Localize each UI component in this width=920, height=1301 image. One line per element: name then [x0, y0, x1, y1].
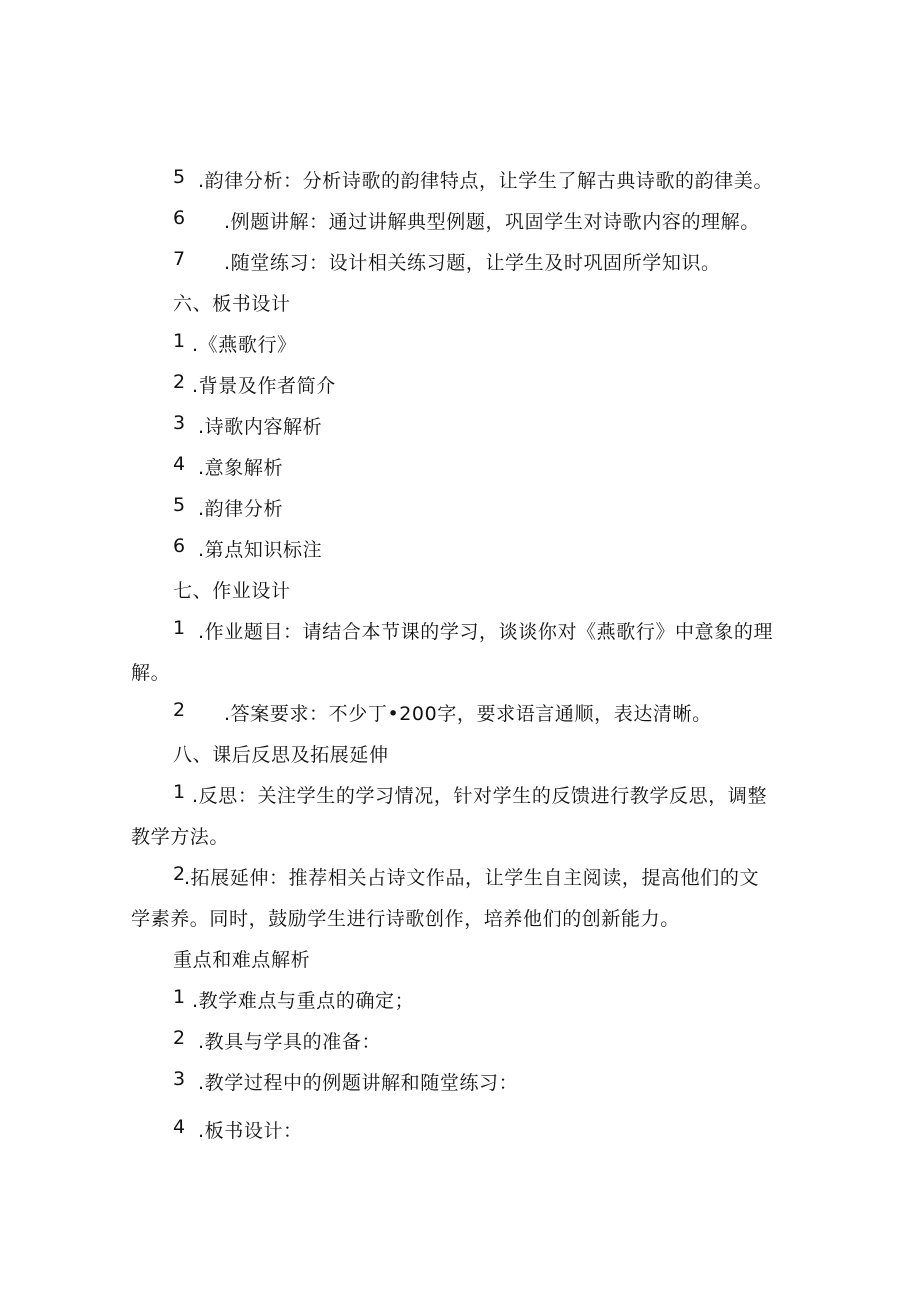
item-text: .教学过程中的例题讲解和随堂练习：: [198, 1072, 519, 1094]
step-text: .韵律分析：分析诗歌的韵律特点，让学生了解古典诗歌的韵律美。: [198, 170, 774, 192]
item-text-continued: 教学方法。: [131, 826, 230, 848]
item-text: .拓展延伸：推荐相关占诗文作品，让学生自主阅读，提高他们的文: [184, 867, 760, 889]
item-text: .第点知识标注: [198, 539, 323, 561]
item-number: 5: [173, 494, 186, 516]
item-number: 6: [173, 535, 186, 557]
item-text: .韵律分析: [198, 498, 284, 520]
item-number: 3: [173, 412, 186, 434]
item-text: .作业题目：请结合本节课的学习，谈谈你对《燕歌行》中意象的理: [198, 621, 774, 643]
item-text: .背景及作者简介: [192, 375, 336, 397]
item-number: 2: [173, 371, 186, 393]
step-number: 6: [173, 207, 186, 229]
item-text: .板书设计：: [198, 1120, 303, 1142]
item-number: 4: [173, 1116, 186, 1138]
step-text: .随堂练习：设计相关练习题，让学生及时巩固所学知识。: [224, 252, 721, 274]
item-number: 3: [173, 1068, 186, 1090]
section-heading-homework: 七、作业设计: [173, 580, 291, 602]
item-number: 4: [173, 453, 186, 475]
item-number: 2: [173, 863, 186, 885]
item-number: 1: [173, 986, 186, 1008]
item-number: 1: [173, 617, 186, 639]
step-number: 5: [173, 166, 186, 188]
item-text: .答案要求：不少丁•200字，要求语言通顺，表达清晰。: [224, 703, 712, 725]
section-heading-keypoints: 重点和难点解析: [173, 949, 311, 971]
item-text: .《燕歌行》: [192, 334, 297, 356]
item-number: 2: [173, 1027, 186, 1049]
section-heading-board-design: 六、板书设计: [173, 293, 291, 315]
item-text: .教具与学具的准备：: [198, 1031, 382, 1053]
item-text: .意象解析: [198, 457, 284, 479]
step-number: 7: [173, 248, 186, 270]
item-text: .反思：关注学生的学习情况，针对学生的反馈进行教学反思，调整: [192, 785, 768, 807]
item-text: .诗歌内容解析: [198, 416, 323, 438]
section-heading-reflection: 八、课后反思及拓展延伸: [173, 744, 389, 766]
step-text: .例题讲解：通过讲解典型例题，巩固学生对诗歌内容的理解。: [224, 211, 760, 233]
item-number: 2: [173, 699, 186, 721]
item-number: 1: [173, 781, 186, 803]
item-text: .教学难点与重点的确定；: [192, 990, 415, 1012]
item-text-continued: 解。: [131, 662, 171, 684]
item-number: 1: [173, 330, 186, 352]
item-text-continued: 学素养。同时，鼓励学生进行诗歌创作，培养他们的创新能力。: [131, 908, 680, 930]
